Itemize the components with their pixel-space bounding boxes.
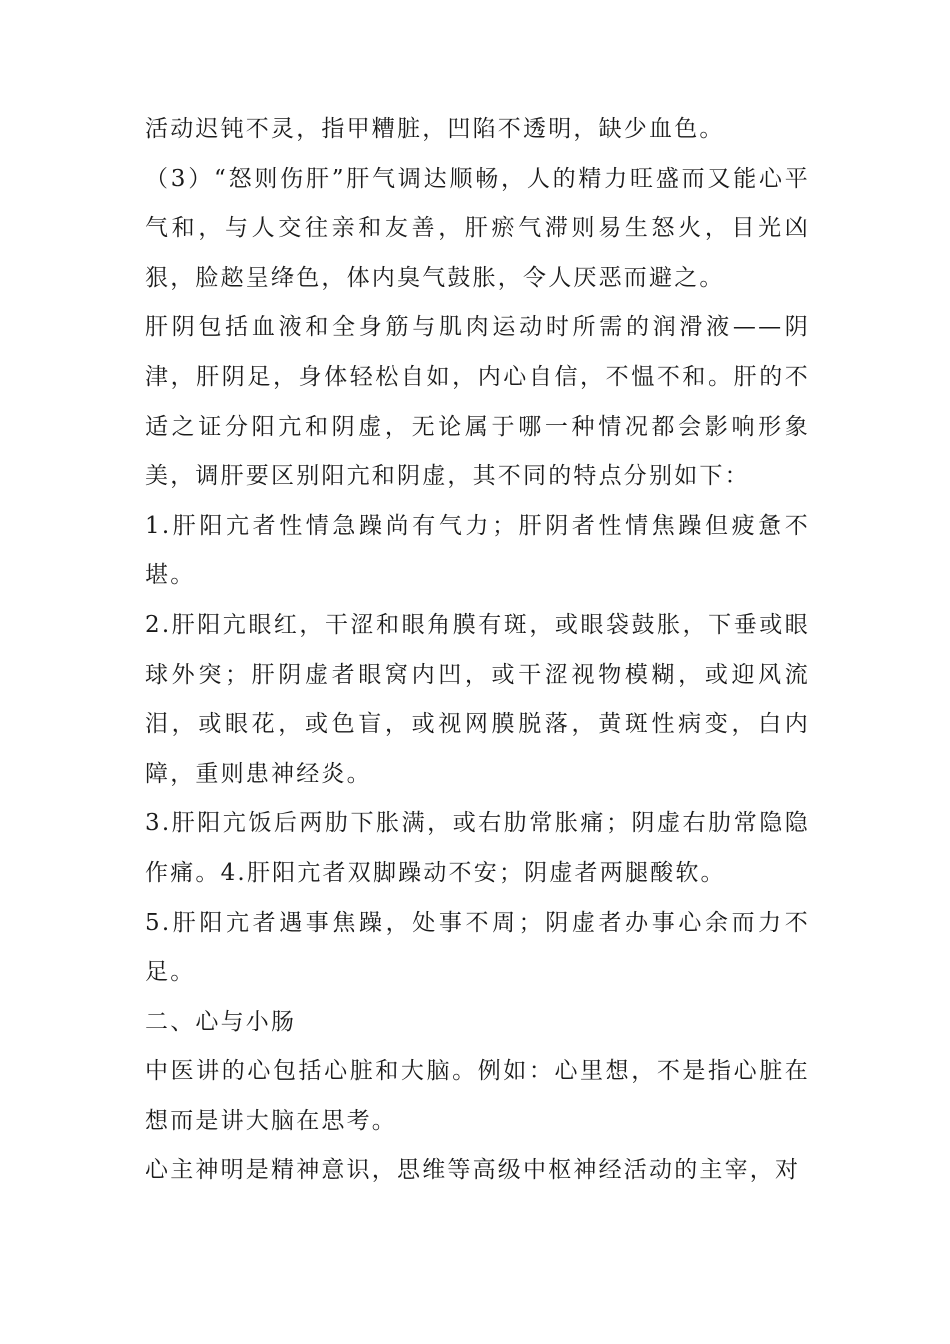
paragraph-8: 中医讲的心包括心脏和大脑。例如：心里想，不是指心脏在想而是讲大脑在思考。 bbox=[145, 1058, 810, 1134]
paragraph-3: 肝阴包括血液和全身筋与肌肉运动时所需的润滑液——阴津，肝阴足，身体轻松自如，内心自信，不愠不和。肝的不适之证分阳亢和阴虚，无论属于哪一种情况都会影响形象美，调肝要区别阳亢和阴虚，其不同的特点分别如下： bbox=[145, 314, 810, 490]
paragraph-9: 心主神明是精神意识，思维等高级中枢神经活动的主宰，对 bbox=[145, 1157, 801, 1184]
paragraph-1: 活动迟钝不灵，指甲糟脏，凹陷不透明，缺少血色。 bbox=[145, 116, 725, 142]
paragraph-4: 1.肝阳亢者性情急躁尚有气力；肝阴者性情焦躁但疲惫不堪。 bbox=[145, 512, 810, 589]
section-heading: 二、心与小肠 bbox=[145, 1008, 297, 1035]
paragraph-2: （3）“怒则伤肝”肝气调达顺畅，人的精力旺盛而又能心平气和，与人交往亲和友善，肝瘀气滞则易生怒火，目光凶狠，脸趑呈绛色，体内臭气鼓胀，令人厌恶而避之。 bbox=[145, 165, 810, 291]
document-page bbox=[145, 105, 810, 1196]
paragraph-5: 2.肝阳亢眼红，干涩和眼角膜有斑，或眼袋鼓胀，下垂或眼球外突；肝阴虚者眼窝内凹，或干涩视物模糊，或迎风流泪，或眼花，或色盲，或视网膜脱落，黄斑性病变，白内障，重则患神经炎。 bbox=[145, 611, 810, 787]
paragraph-7: 5.肝阳亢者遇事焦躁，处事不周；阴虚者办事心余而力不足。 bbox=[145, 909, 810, 986]
paragraph-6: 3.肝阳亢饭后两肋下胀满，或右肋常胀痛；阴虚右肋常隐隐作痛。4.肝阳亢者双脚躁动不安；阴虚者两腿酸软。 bbox=[145, 810, 810, 886]
